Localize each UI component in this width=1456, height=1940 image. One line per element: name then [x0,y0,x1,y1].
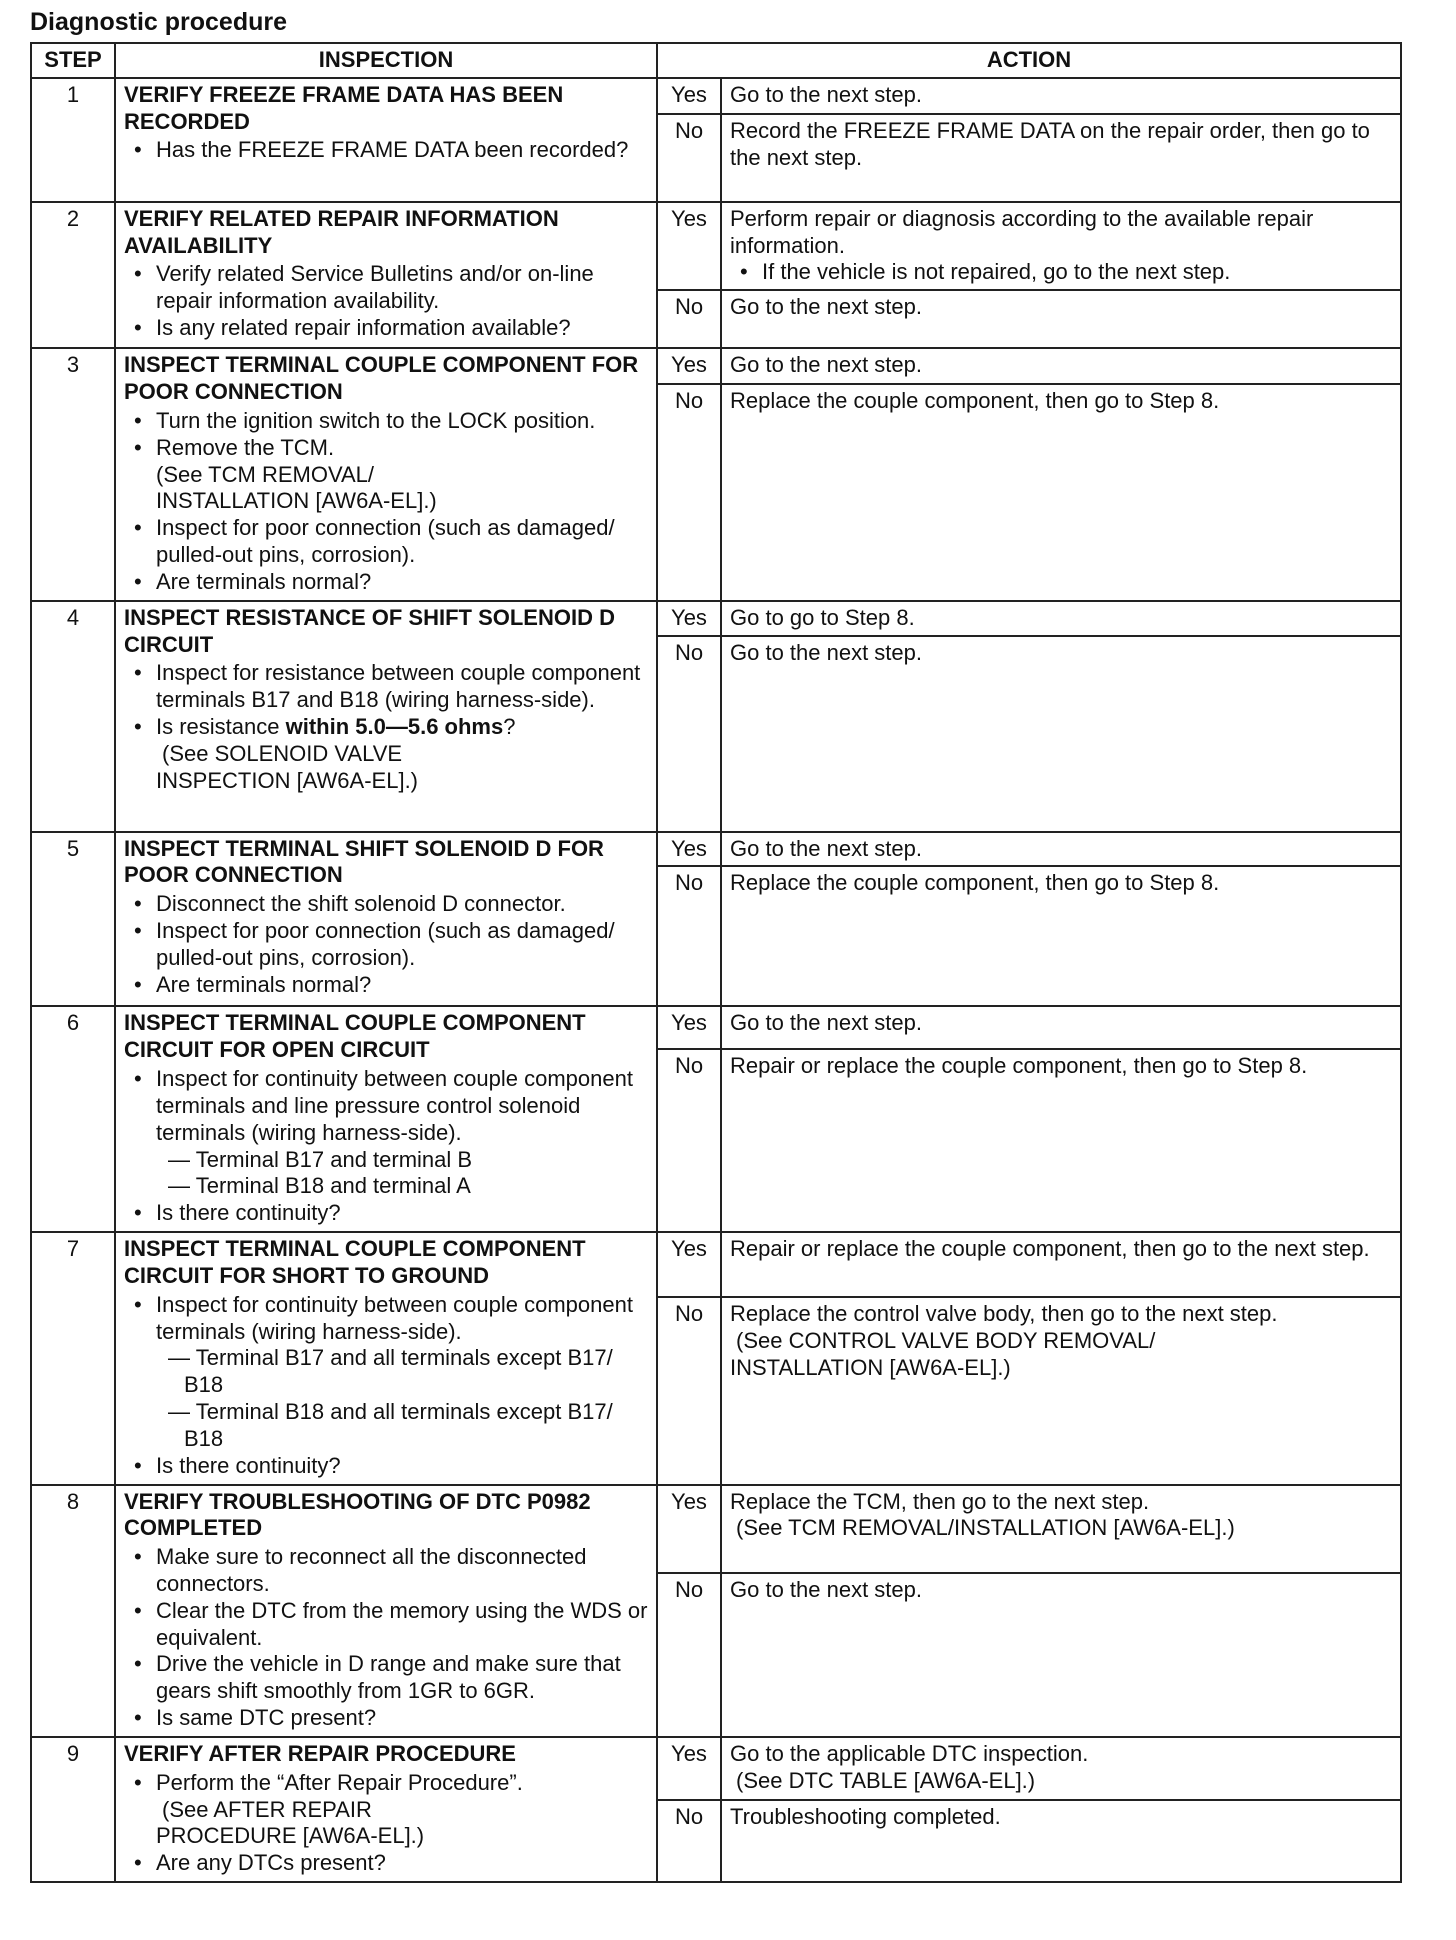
inspection-heading: INSPECT TERMINAL COUPLE COMPONENT CIRCUIT FOR SHORT TO GROUND [124,1236,586,1288]
no-action: Replace the couple component, then go to Step 8. [721,384,1401,601]
resistance-spec: within 5.0—5.6 ohms [285,714,504,740]
inspection-bullet-text: ? [503,714,516,740]
step-number: 4 [31,601,115,832]
reference-text: INSPECTION [AW6A-EL].) [156,767,419,793]
no-label: No [657,1800,721,1882]
inspection-bullet: • Inspect for poor connection (such as damaged/ pulled-out pins, corrosion). [156,515,648,569]
step-number: 8 [31,1485,115,1737]
step-number: 5 [31,832,115,1007]
inspection-bullet [156,1292,648,1453]
terminal-pair: — Terminal B18 and terminal A [168,1173,471,1199]
inspection-heading: VERIFY FREEZE FRAME DATA HAS BEEN RECORDED [124,81,564,134]
reference-text: (See TCM REMOVAL/INSTALLATION [AW6A-EL].) [736,1515,1235,1541]
yes-action: Repair or replace the couple component, then go to the next step. [721,1232,1401,1297]
no-label: No [657,866,721,1006]
inspection-bullet: • Are any DTCs present? [156,1850,648,1877]
inspection-bullet: • Are terminals normal? [156,972,648,999]
yes-label: Yes [657,202,721,290]
no-label: No [657,290,721,348]
table-row [31,78,1401,114]
reference-text: PROCEDURE [AW6A-EL].) [156,1823,425,1849]
terminal-pair: — Terminal B18 and all terminals except B17/ B18 [168,1399,613,1451]
step-number: 9 [31,1737,115,1882]
no-action: Go to the next step. [721,290,1401,348]
header-inspection: INSPECTION [115,43,657,78]
no-action: Replace the control valve body, then go to the next step. [730,1301,1278,1327]
yes-label: Yes [657,1232,721,1297]
no-action: Record the FREEZE FRAME DATA on the repair order, then go to the next step. [721,114,1401,202]
yes-action-cell [721,202,1401,290]
inspection-heading: INSPECT TERMINAL COUPLE COMPONENT CIRCUIT FOR OPEN CIRCUIT [124,1010,586,1063]
yes-action: Go to go to Step 8. [721,601,1401,636]
inspection-bullet: • Is same DTC present? [156,1705,648,1732]
inspection-heading: INSPECT TERMINAL COUPLE COMPONENT FOR POOR CONNECTION [124,352,639,405]
no-label: No [657,1049,721,1232]
no-action-cell [721,1297,1401,1484]
yes-label: Yes [657,78,721,114]
yes-label: Yes [657,832,721,867]
inspection-bullet [156,1066,648,1200]
yes-action: Go to the next step. [721,1006,1401,1049]
table-row [31,1737,1401,1800]
step-number: 3 [31,348,115,600]
no-action: Repair or replace the couple component, then go to Step 8. [721,1049,1401,1232]
inspection-cell [115,1232,657,1484]
table-row [31,601,1401,636]
inspection-cell [115,1006,657,1232]
yes-action: Perform repair or diagnosis according to the available repair information. [730,205,1314,258]
yes-action: Go to the next step. [721,348,1401,384]
reference-text: (See TCM REMOVAL/ [156,461,375,487]
yes-label: Yes [657,1485,721,1574]
inspection-bullet: • Inspect for poor connection (such as damaged/ pulled-out pins, corrosion). [156,918,648,972]
no-label: No [657,1573,721,1737]
yes-label: Yes [657,601,721,636]
reference-text: INSTALLATION [AW6A-EL].) [156,488,437,514]
inspection-heading: VERIFY TROUBLESHOOTING OF DTC P0982 COMPLETED [124,1488,591,1541]
yes-action: Replace the TCM, then go to the next step. [730,1488,1150,1514]
inspection-bullet-text: Is resistance [156,714,286,740]
inspection-bullet: • Clear the DTC from the memory using the WDS or equivalent. [156,1598,648,1652]
inspection-cell [115,601,657,832]
inspection-bullet: • Verify related Service Bulletins and/or on-line repair information availability. [156,261,648,315]
inspection-bullet: • Disconnect the shift solenoid D connector. [156,891,648,918]
reference-text: INSTALLATION [AW6A-EL].) [730,1354,1011,1380]
terminal-pair: — Terminal B17 and all terminals except B17/ B18 [168,1345,613,1398]
inspection-cell [115,78,657,202]
header-action: ACTION [657,43,1401,78]
step-number: 1 [31,78,115,202]
no-action: Go to the next step. [721,636,1401,832]
inspection-bullet: • Is there continuity? [156,1453,648,1480]
step-number: 7 [31,1232,115,1484]
table-row [31,1006,1401,1049]
yes-action-cell [721,1737,1401,1800]
action-bullet: • If the vehicle is not repaired, go to the next step. [762,259,1392,286]
table-row [31,832,1401,867]
yes-label: Yes [657,1737,721,1800]
terminal-pair: — Terminal B17 and terminal B [168,1146,473,1172]
reference-text: (See CONTROL VALVE BODY REMOVAL/ [736,1328,1156,1354]
table-row [31,1232,1401,1297]
inspection-cell [115,1485,657,1737]
page-title: Diagnostic procedure [30,8,287,36]
inspection-bullet-text: • Perform the “After Repair Procedure”. [156,1769,523,1795]
inspection-bullet: • Turn the ignition switch to the LOCK position. [156,408,648,435]
no-action: Troubleshooting completed. [721,1800,1401,1882]
no-label: No [657,1297,721,1484]
inspection-bullet: • Inspect for resistance between couple component terminals B17 and B18 (wiring harness-side). [156,660,648,714]
table-row [31,1485,1401,1574]
inspection-bullet: • Drive the vehicle in D range and make sure that gears shift smoothly from 1GR to 6GR. [156,1651,648,1705]
reference-text: (See AFTER REPAIR [162,1796,372,1822]
inspection-bullet: • Is there continuity? [156,1200,648,1227]
no-action: Go to the next step. [721,1573,1401,1737]
no-label: No [657,384,721,601]
no-label: No [657,114,721,202]
yes-action: Go to the next step. [721,78,1401,114]
diagnostic-table [30,42,1402,1883]
table-row [31,202,1401,290]
no-label: No [657,636,721,832]
inspection-bullet [156,714,648,794]
table-row [31,348,1401,384]
yes-action: Go to the next step. [721,832,1401,867]
inspection-heading: VERIFY RELATED REPAIR INFORMATION AVAILABILITY [124,205,559,258]
yes-action-cell [721,1485,1401,1574]
inspection-bullet-text: • Remove the TCM. [156,434,335,460]
reference-text: (See SOLENOID VALVE [162,740,403,766]
inspection-bullet [156,1770,648,1850]
yes-action: Go to the applicable DTC inspection. [730,1740,1089,1766]
step-number: 2 [31,202,115,348]
inspection-bullet: • Are terminals normal? [156,569,648,596]
header-step: STEP [31,43,115,78]
no-action: Replace the couple component, then go to Step 8. [721,866,1401,1006]
inspection-bullet: • Has the FREEZE FRAME DATA been recorded? [156,137,648,164]
inspection-cell [115,832,657,1007]
inspection-heading: INSPECT RESISTANCE OF SHIFT SOLENOID D CIRCUIT [124,604,615,657]
inspection-cell [115,348,657,600]
inspection-heading: INSPECT TERMINAL SHIFT SOLENOID D FOR POOR CONNECTION [124,835,604,888]
inspection-bullet: • Make sure to reconnect all the disconnected connectors. [156,1544,648,1598]
inspection-bullet-text: • Inspect for continuity between couple component terminals (wiring harness-side). [156,1291,633,1344]
inspection-heading: VERIFY AFTER REPAIR PROCEDURE [124,1740,516,1766]
yes-label: Yes [657,1006,721,1049]
inspection-cell [115,1737,657,1882]
table-header-row [31,43,1401,78]
inspection-cell [115,202,657,348]
step-number: 6 [31,1006,115,1232]
yes-label: Yes [657,348,721,384]
reference-text: (See DTC TABLE [AW6A-EL].) [736,1767,1036,1793]
inspection-bullet [156,435,648,515]
inspection-bullet-text: • Inspect for continuity between couple component terminals and line pressure control solenoid terminals (wiring harness-side). [156,1066,633,1145]
inspection-bullet: • Is any related repair information available? [156,315,648,342]
